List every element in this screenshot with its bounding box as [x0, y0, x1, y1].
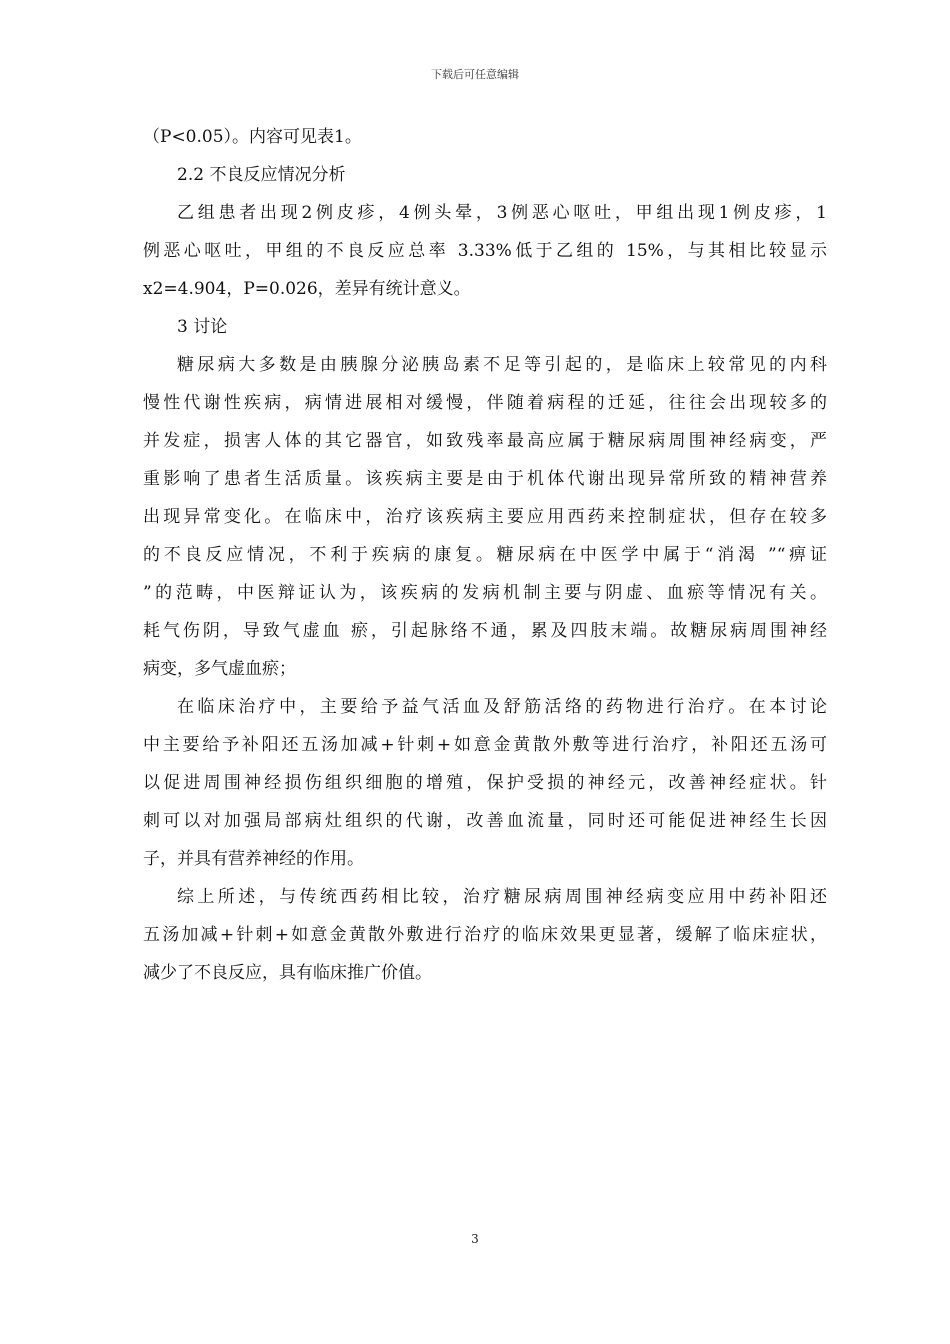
paragraph-line: 五汤加减+针刺+如意金黄散外敷进行治疗的临床效果更显著，缓解了临床症状，	[143, 925, 827, 945]
paragraph-line: 以促进周围神经损伤组织细胞的增殖，保护受损的神经元，改善神经症状。针	[143, 773, 827, 793]
paragraph-line: 的不良反应情况，不利于疾病的康复。糖尿病在中医学中属于“消渴 ”“痹证	[143, 545, 827, 565]
paragraph-line: 刺可以对加强局部病灶组织的代谢，改善血流量，同时还可能促进神经生长因	[143, 811, 827, 831]
paragraph-line: 耗气伤阴，导致气虚血 瘀，引起脉络不通，累及四肢末端。故糖尿病周围神经	[143, 621, 827, 641]
paragraph-line: （P<0.05）。内容可见表1。	[143, 127, 362, 147]
paragraph-line: 中主要给予补阳还五汤加减+针刺+如意金黄散外敷等进行治疗，补阳还五汤可	[143, 735, 827, 755]
paragraph-line: 病变，多气虚血瘀；	[143, 659, 296, 679]
paragraph-line: x2=4.904，P=0.026，差异有统计意义。	[143, 279, 471, 299]
paragraph-line: 糖尿病大多数是由胰腺分泌胰岛素不足等引起的，是临床上较常见的内科	[177, 355, 827, 375]
paragraph-line: ”的范畴，中医辩证认为，该疾病的发病机制主要与阴虚、血瘀等情况有关。	[143, 583, 827, 603]
paragraph-line: 并发症，损害人体的其它器官，如致残率最高应属于糖尿病周围神经病变，严	[143, 431, 827, 451]
section-heading: 3 讨论	[177, 317, 228, 337]
paragraph-line: 慢性代谢性疾病，病情进展相对缓慢，伴随着病程的迁延，往往会出现较多的	[143, 393, 827, 413]
paragraph-line: 例恶心呕吐，甲组的不良反应总率 3.33%低于乙组的 15%，与其相比较显示	[143, 241, 827, 261]
paragraph-line: 出现异常变化。在临床中，治疗该疾病主要应用西药来控制症状，但存在较多	[143, 507, 827, 527]
document-body	[143, 118, 827, 992]
paragraph-line: 重影响了患者生活质量。该疾病主要是由于机体代谢出现异常所致的精神营养	[143, 469, 827, 489]
paragraph-line: 乙组患者出现2例皮疹，4例头晕，3例恶心呕吐，甲组出现1例皮疹，1	[177, 203, 827, 223]
paragraph-line: 子，并具有营养神经的作用。	[143, 849, 364, 869]
paragraph-line: 减少了不良反应，具有临床推广价值。	[143, 963, 432, 983]
page-number: 3	[471, 1232, 479, 1246]
paragraph-line: 在临床治疗中，主要给予益气活血及舒筋活络的药物进行治疗。在本讨论	[177, 697, 827, 717]
section-heading: 2.2 不良反应情况分析	[177, 165, 346, 185]
paragraph-line: 综上所述，与传统西药相比较，治疗糖尿病周围神经病变应用中药补阳还	[177, 887, 827, 907]
page-header: 下载后可任意编辑	[431, 68, 519, 81]
